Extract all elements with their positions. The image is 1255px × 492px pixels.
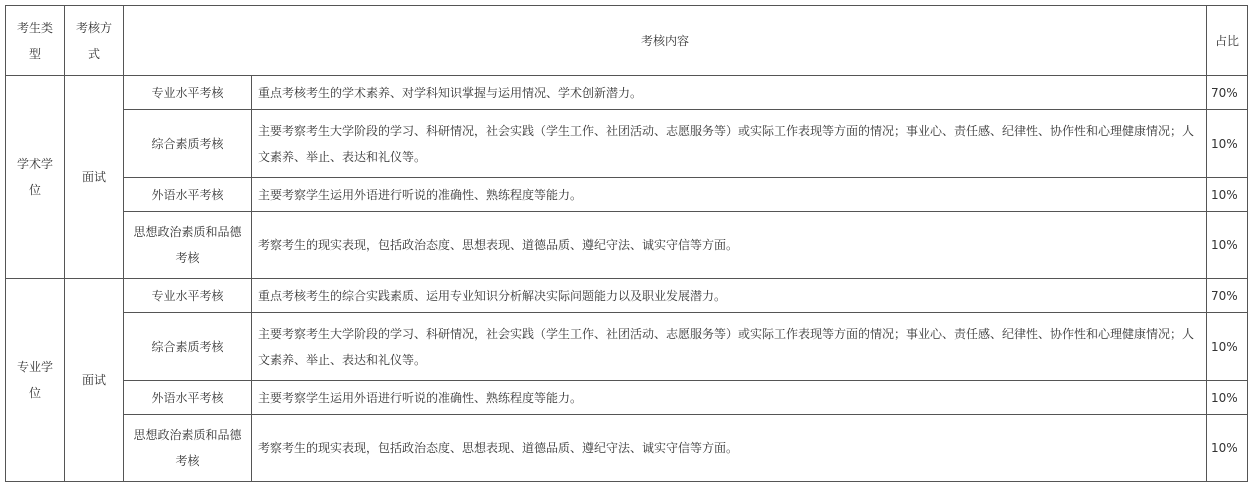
ratio-cell: 10% (1207, 415, 1248, 482)
assessment-item-cell: 思想政治素质和品德考核 (124, 415, 252, 482)
table-row (6, 313, 1248, 381)
assessment-item-cell: 专业水平考核 (124, 279, 252, 313)
table-row (6, 110, 1248, 178)
ratio-cell: 10% (1207, 381, 1248, 415)
ratio-cell: 10% (1207, 178, 1248, 212)
header-assessment-content: 考核内容 (124, 6, 1207, 76)
assessment-description-cell: 主要考察考生大学阶段的学习、科研情况，社会实践（学生工作、社团活动、志愿服务等）或实际工作表现等方面的情况；事业心、责任感、纪律性、协作性和心理健康情况；人文素养、举止、表达和礼仪等。 (252, 313, 1207, 381)
assessment-method-cell: 面试 (65, 76, 124, 279)
ratio-cell: 10% (1207, 212, 1248, 279)
assessment-description-cell: 重点考核考生的学术素养、对学科知识掌握与运用情况、学术创新潜力。 (252, 76, 1207, 110)
table-row (6, 76, 1248, 110)
candidate-type-cell: 专业学位 (6, 279, 65, 482)
assessment-description-cell: 重点考核考生的综合实践素质、运用专业知识分析解决实际问题能力以及职业发展潜力。 (252, 279, 1207, 313)
table-row (6, 381, 1248, 415)
assessment-item-cell: 外语水平考核 (124, 381, 252, 415)
assessment-description-cell: 主要考察考生大学阶段的学习、科研情况，社会实践（学生工作、社团活动、志愿服务等）或实际工作表现等方面的情况；事业心、责任感、纪律性、协作性和心理健康情况；人文素养、举止、表达和礼仪等。 (252, 110, 1207, 178)
assessment-item-cell: 外语水平考核 (124, 178, 252, 212)
header-assessment-method: 考核方式 (65, 6, 124, 76)
header-candidate-type: 考生类型 (6, 6, 65, 76)
assessment-method-cell: 面试 (65, 279, 124, 482)
assessment-item-cell: 专业水平考核 (124, 76, 252, 110)
ratio-cell: 10% (1207, 313, 1248, 381)
header-ratio: 占比 (1207, 6, 1248, 76)
assessment-description-cell: 考察考生的现实表现，包括政治态度、思想表现、道德品质、遵纪守法、诚实守信等方面。 (252, 415, 1207, 482)
assessment-description-cell: 主要考察学生运用外语进行听说的准确性、熟练程度等能力。 (252, 178, 1207, 212)
candidate-type-cell: 学术学位 (6, 76, 65, 279)
assessment-table (5, 5, 1248, 482)
ratio-cell: 70% (1207, 279, 1248, 313)
table-row (6, 178, 1248, 212)
assessment-description-cell: 考察考生的现实表现，包括政治态度、思想表现、道德品质、遵纪守法、诚实守信等方面。 (252, 212, 1207, 279)
ratio-cell: 10% (1207, 110, 1248, 178)
assessment-description-cell: 主要考察学生运用外语进行听说的准确性、熟练程度等能力。 (252, 381, 1207, 415)
assessment-item-cell: 综合素质考核 (124, 313, 252, 381)
assessment-item-cell: 综合素质考核 (124, 110, 252, 178)
table-row (6, 279, 1248, 313)
assessment-item-cell: 思想政治素质和品德考核 (124, 212, 252, 279)
table-row (6, 212, 1248, 279)
ratio-cell: 70% (1207, 76, 1248, 110)
table-header-row (6, 6, 1248, 76)
table-row (6, 415, 1248, 482)
